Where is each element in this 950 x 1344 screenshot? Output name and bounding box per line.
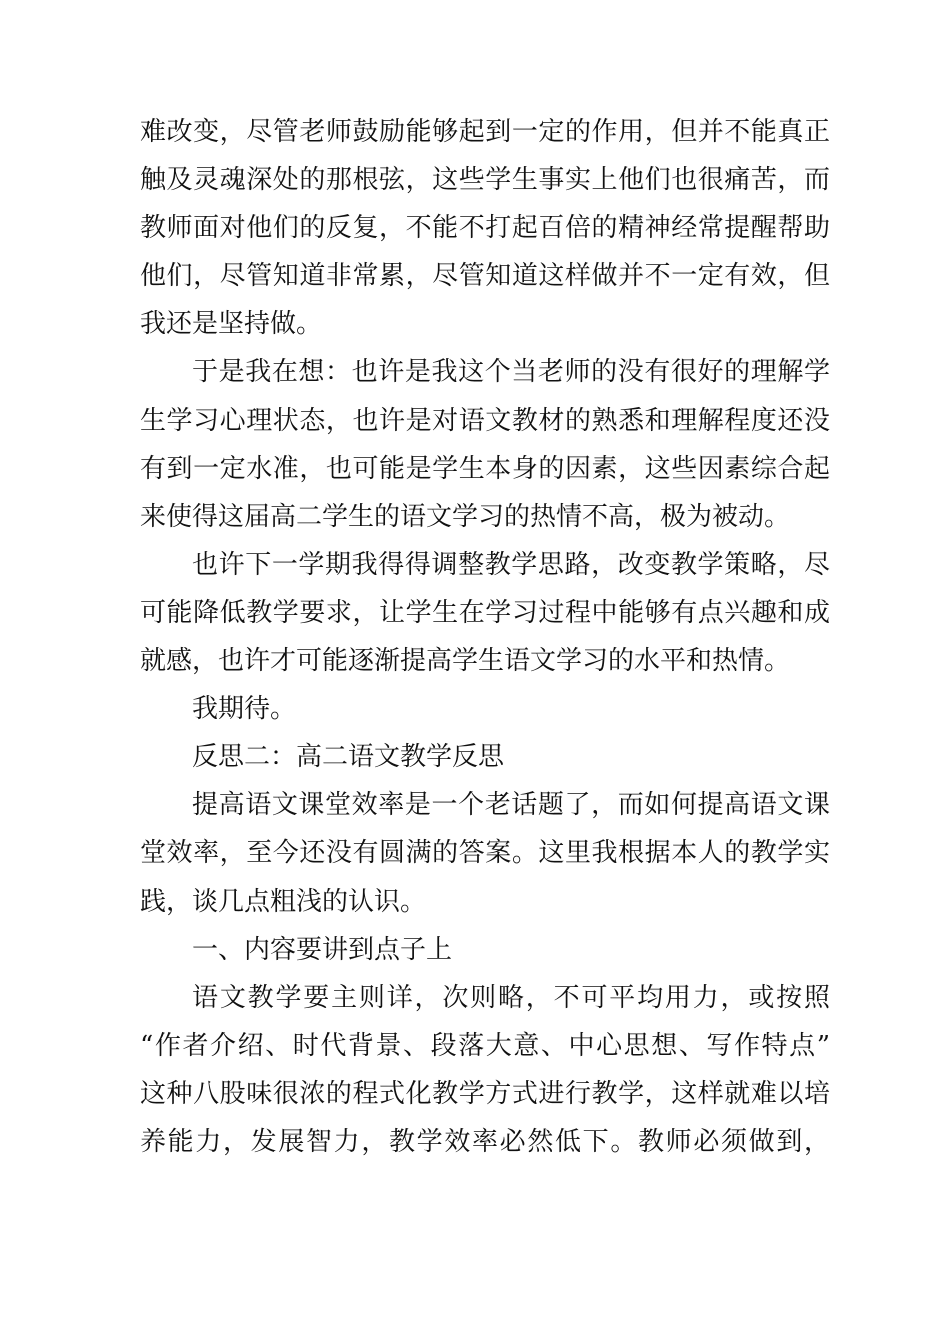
- text-line: 养能力，发展智力，教学效率必然低下。教师必须做到，: [140, 1126, 830, 1157]
- text-line: 教师面对他们的反复，不能不打起百倍的精神经常提醒帮助: [140, 213, 830, 244]
- text-line: “作者介绍、时代背景、段落大意、中心思想、写作特点”: [140, 1030, 830, 1061]
- paragraph-first-line: 语文教学要主则详，次则略，不可平均用力，或按照: [192, 982, 830, 1013]
- body-text: [140, 108, 830, 1166]
- text-line: 触及灵魂深处的那根弦，这些学生事实上他们也很痛苦，而: [140, 165, 830, 196]
- text-line: 难改变，尽管老师鼓励能够起到一定的作用，但并不能真正: [140, 117, 830, 147]
- text-line: 来使得这届高二学生的语文学习的热情不高，极为被动。: [140, 501, 791, 532]
- text-line: 堂效率，至今还没有圆满的答案。这里我根据本人的教学实: [140, 838, 830, 869]
- paragraph-first-line: 提高语文课堂效率是一个老话题了，而如何提高语文课: [192, 790, 830, 821]
- paragraph-first-line: 于是我在想：也许是我这个当老师的没有很好的理解学: [192, 357, 830, 388]
- paragraph-first-line: 也许下一学期我得得调整教学思路，改变教学策略，尽: [192, 549, 830, 580]
- text-line: 这种八股味很浓的程式化教学方式进行教学，这样就难以培: [140, 1078, 830, 1109]
- text-line: 有到一定水准，也可能是学生本身的因素，这些因素综合起: [140, 453, 830, 484]
- text-line: 可能降低教学要求，让学生在学习过程中能够有点兴趣和成: [140, 597, 830, 628]
- section-heading: 反思二：高二语文教学反思: [192, 742, 505, 773]
- text-line: 践，谈几点粗浅的认识。: [140, 886, 427, 917]
- text-line: 就感，也许才可能逐渐提高学生语文学习的水平和热情。: [140, 646, 791, 677]
- paragraph-first-line: 我期待。: [192, 694, 297, 725]
- subsection-heading: 一、内容要讲到点子上: [192, 934, 453, 965]
- text-line: 他们，尽管知道非常累，尽管知道这样做并不一定有效，但: [140, 261, 830, 292]
- text-line: 生学习心理状态，也许是对语文教材的熟悉和理解程度还没: [140, 405, 830, 436]
- text-line: 我还是坚持做。: [140, 309, 323, 340]
